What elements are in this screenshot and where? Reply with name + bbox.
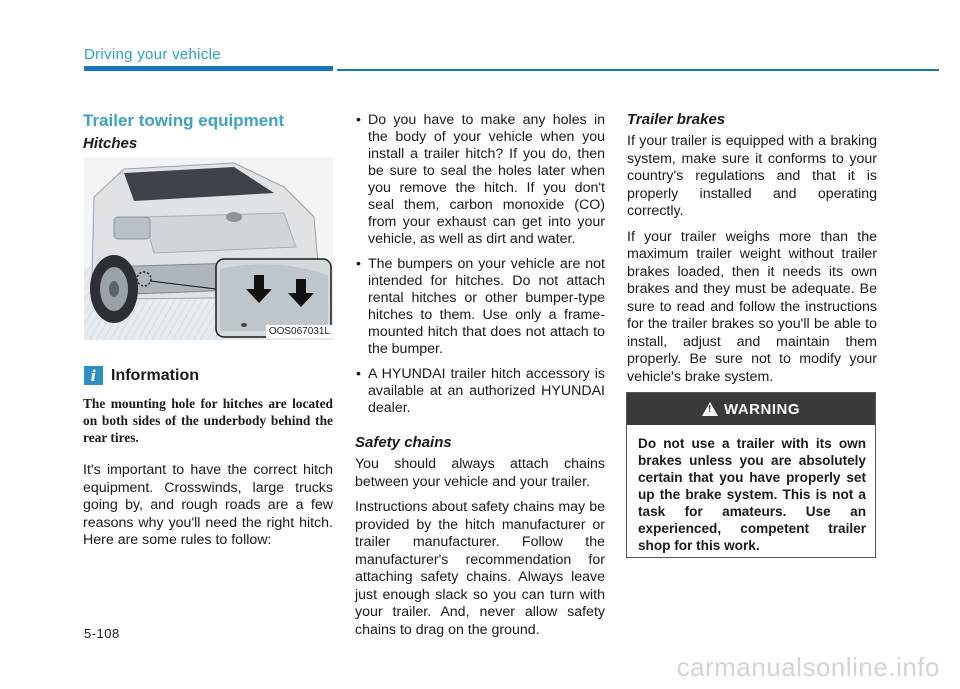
warning-header (627, 393, 875, 425)
section-title: Driving your vehicle (84, 46, 221, 63)
warning-box (626, 392, 876, 558)
hitch-illustration (84, 157, 333, 340)
trailer-towing-heading: Trailer towing equipment (83, 111, 285, 130)
safety-chains-paragraph: Instructions about safety chains may be provided by the hitch manufacturer or trailer manufacturer. Follow the manufacturer's recommendation for attaching safety chains. Always leave just enough slack so you can turn with your trailer. And, never allow safety chains to drag on the ground. (355, 499, 605, 638)
information-text: The mounting hole for hitches are located on both sides of the underbody behind the rear tires. (83, 396, 333, 445)
hitches-subheading: Hitches (83, 135, 138, 152)
trailer-brakes-paragraph: If your trailer is equipped with a braking system, make sure it conforms to your country's regulations and that it is properly installed and operating correctly. (627, 133, 877, 219)
hitch-rules-list (355, 112, 605, 417)
information-label: Information (111, 366, 199, 384)
list-item: • Do you have to make any holes in the body of your vehicle when you install a trailer hitch? If you do, then be sure to seal the holes later when you remove the hitch. If you don't seal them, carbon monoxide (CO) from your exhaust can get into your vehicle, as well as dirt and water. (355, 112, 605, 248)
warning-text: Do not use a trailer with its own brakes unless you are absolutely certain that you have properly set up the brake system. This is not a task for amateurs. Use an experienced, competent trailer shop for this work. (638, 436, 866, 553)
figure-code: OOS067031L (266, 325, 333, 338)
list-item: • A HYUNDAI trailer hitch accessory is available at an authorized HYUNDAI dealer. (355, 366, 605, 417)
page-number: 5-108 (84, 626, 120, 641)
trailer-brakes-paragraph: If your trailer weighs more than the maximum trailer weight without trailer brakes loaded, then it needs its own brakes and they must be adequate. Be sure to read and follow the instructions for the trailer brakes so you'll be able to install, adjust and maintain them properly. Be sure not to modify your vehicle's brake system. (627, 228, 877, 385)
hitch-intro-paragraph: It's important to have the correct hitch equipment. Crosswinds, large trucks going by, and rough roads are a few reasons why you'll need the right hitch. Here are some rules to follow: (83, 462, 333, 548)
safety-chains-subheading: Safety chains (355, 434, 452, 451)
header-rule-thin (337, 69, 939, 71)
car-rear-illustration (84, 157, 333, 340)
header-rule-thick (84, 66, 333, 71)
watermark: carmanualsonline.info (676, 652, 940, 682)
information-heading (84, 366, 199, 385)
safety-chains-paragraph: You should always attach chains between your vehicle and your trailer. (355, 456, 605, 490)
hitch-rules-column (355, 112, 605, 425)
list-item: • The bumpers on your vehicle are not intended for hitches. Do not attach rental hitches or other bumper-type hitches to them. Use only a frame-mounted hitch that does not attach to the bumper. (355, 256, 605, 358)
info-icon: i (84, 366, 103, 385)
trailer-brakes-subheading: Trailer brakes (627, 111, 726, 128)
warning-label: WARNING (724, 400, 800, 418)
warning-triangle-icon: ! (702, 402, 718, 416)
